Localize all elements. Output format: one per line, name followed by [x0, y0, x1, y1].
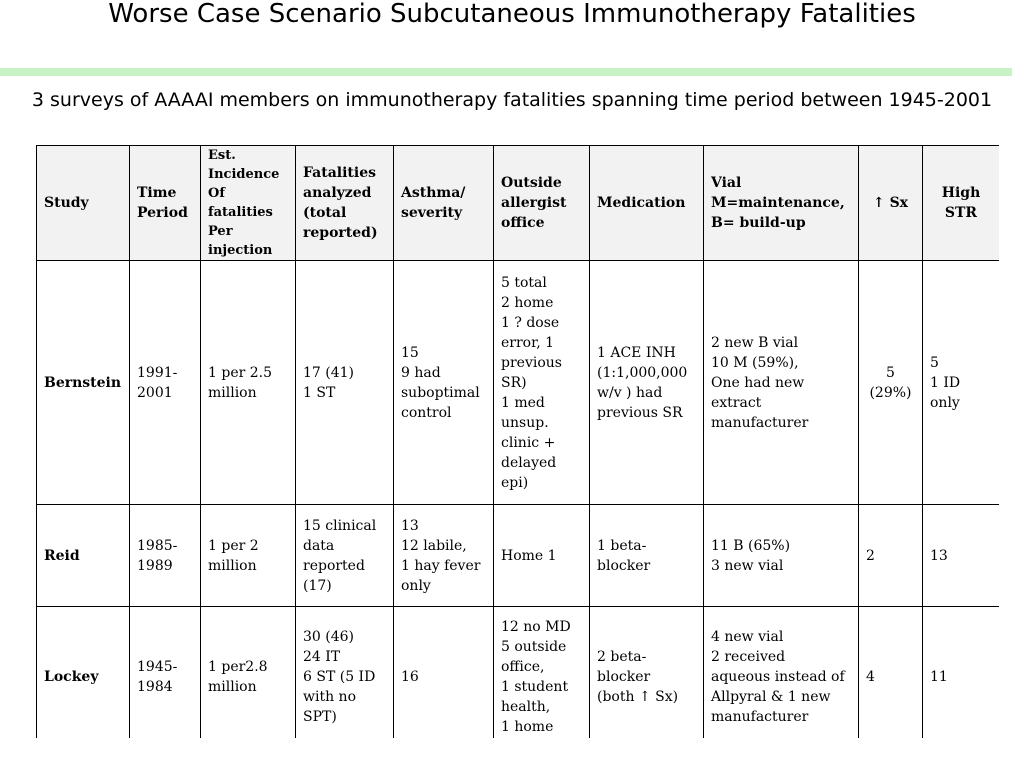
- header-time-period: Time Period: [130, 146, 201, 261]
- cell-time-period: 1985- 1989: [130, 505, 201, 607]
- cell-vial: 11 B (65%) 3 new vial: [704, 505, 859, 607]
- header-increased-sx: ↑ Sx: [859, 146, 923, 261]
- cell-study: Lockey: [37, 607, 130, 739]
- cell-fatalities: 15 clinical data reported (17): [296, 505, 394, 607]
- table-header-row: [37, 146, 1000, 261]
- cell-incidence: 1 per 2 million: [201, 505, 296, 607]
- fatalities-table: [36, 145, 999, 738]
- cell-outside-office: Home 1: [494, 505, 590, 607]
- header-vial: Vial M=maintenance, B= build-up: [704, 146, 859, 261]
- header-incidence: Est. Incidence Of fatalities Per injection: [201, 146, 296, 261]
- cell-vial: 4 new vial 2 received aqueous instead of Allpyral & 1 new manufacturer: [704, 607, 859, 739]
- cell-time-period: 1991- 2001: [130, 261, 201, 505]
- table-row: [37, 607, 1000, 739]
- cell-medication: 2 beta- blocker (both ↑ Sx): [590, 607, 704, 739]
- cell-high-str: 11: [923, 607, 1000, 739]
- cell-fatalities: 30 (46) 24 IT 6 ST (5 ID with no SPT): [296, 607, 394, 739]
- cell-study: Reid: [37, 505, 130, 607]
- header-study: Study: [37, 146, 130, 261]
- table-row: [37, 261, 1000, 505]
- cell-outside-office: 5 total 2 home 1 ? dose error, 1 previous SR) 1 med unsup. clinic + delayed epi): [494, 261, 590, 505]
- slide-title: Worse Case Scenario Subcutaneous Immunotherapy Fatalities: [108, 0, 916, 29]
- title-divider: [0, 68, 1012, 76]
- header-high-str: High STR: [923, 146, 1000, 261]
- cell-increased-sx: 4: [859, 607, 923, 739]
- cell-medication: 1 beta- blocker: [590, 505, 704, 607]
- cell-incidence: 1 per 2.5 million: [201, 261, 296, 505]
- cell-outside-office: 12 no MD 5 outside office, 1 student health, 1 home: [494, 607, 590, 739]
- slide-subtitle: 3 surveys of AAAAI members on immunotherapy fatalities spanning time period between 1945-2001: [31, 89, 993, 111]
- header-outside-office: Outside allergist office: [494, 146, 590, 261]
- cell-incidence: 1 per2.8 million: [201, 607, 296, 739]
- cell-asthma: 13 12 labile, 1 hay fever only: [394, 505, 494, 607]
- fatalities-table-container: [36, 145, 999, 738]
- cell-vial: 2 new B vial 10 M (59%), One had new extract manufacturer: [704, 261, 859, 505]
- cell-high-str: 13: [923, 505, 1000, 607]
- table-row: [37, 505, 1000, 607]
- cell-increased-sx: 5 (29%): [859, 261, 923, 505]
- header-asthma: Asthma/ severity: [394, 146, 494, 261]
- cell-fatalities: 17 (41) 1 ST: [296, 261, 394, 505]
- cell-high-str: 5 1 ID only: [923, 261, 1000, 505]
- cell-time-period: 1945- 1984: [130, 607, 201, 739]
- cell-medication: 1 ACE INH (1:1,000,000 w/v ) had previous SR: [590, 261, 704, 505]
- header-fatalities: Fatalities analyzed (total reported): [296, 146, 394, 261]
- cell-increased-sx: 2: [859, 505, 923, 607]
- header-medication: Medication: [590, 146, 704, 261]
- cell-study: Bernstein: [37, 261, 130, 505]
- cell-asthma: 16: [394, 607, 494, 739]
- cell-asthma: 15 9 had suboptimal control: [394, 261, 494, 505]
